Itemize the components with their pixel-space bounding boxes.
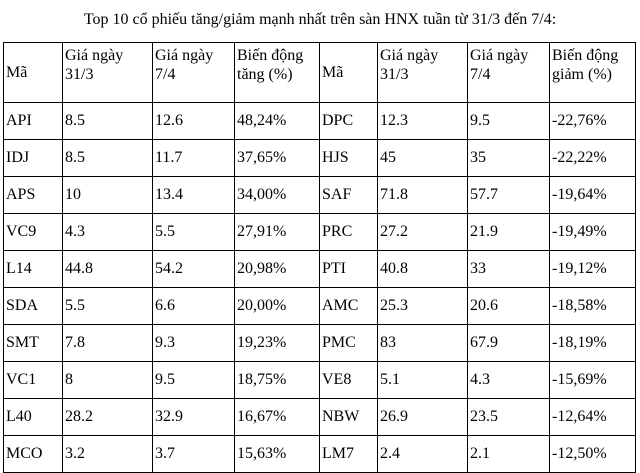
header-gain-symbol: Mã (4, 43, 63, 103)
header-gain-price-end: Giá ngày 7/4 (153, 43, 235, 103)
cell-gain-symbol: SDA (4, 288, 63, 325)
table-header (4, 43, 636, 103)
cell-loss-change: -15,69% (550, 362, 636, 399)
table-row (4, 436, 636, 473)
cell-loss-price-end: 67.9 (468, 325, 550, 362)
header-gain-change: Biến động tăng (%) (235, 43, 320, 103)
cell-gain-price-start: 44.8 (63, 251, 153, 288)
header-loss-price-start: Giá ngày 31/3 (378, 43, 468, 103)
cell-gain-change: 19,23% (235, 325, 320, 362)
cell-gain-price-start: 8 (63, 362, 153, 399)
cell-gain-symbol: APS (4, 177, 63, 214)
cell-gain-price-start: 5.5 (63, 288, 153, 325)
cell-gain-symbol: IDJ (4, 140, 63, 177)
cell-loss-price-start: 5.1 (378, 362, 468, 399)
cell-gain-price-start: 10 (63, 177, 153, 214)
cell-loss-symbol: LM7 (320, 436, 378, 473)
cell-loss-symbol: DPC (320, 103, 378, 140)
table-row (4, 177, 636, 214)
cell-loss-price-start: 45 (378, 140, 468, 177)
cell-loss-price-start: 27.2 (378, 214, 468, 251)
cell-gain-symbol: L14 (4, 251, 63, 288)
cell-loss-symbol: VE8 (320, 362, 378, 399)
table-row (4, 103, 636, 140)
cell-gain-symbol: L40 (4, 399, 63, 436)
cell-gain-change: 15,63% (235, 436, 320, 473)
header-loss-symbol: Mã (320, 43, 378, 103)
cell-gain-price-end: 12.6 (153, 103, 235, 140)
table-row (4, 140, 636, 177)
cell-loss-symbol: PRC (320, 214, 378, 251)
cell-gain-price-start: 3.2 (63, 436, 153, 473)
cell-loss-change: -22,22% (550, 140, 636, 177)
cell-gain-change: 16,67% (235, 399, 320, 436)
table-row (4, 325, 636, 362)
cell-loss-change: -12,50% (550, 436, 636, 473)
cell-gain-price-end: 9.5 (153, 362, 235, 399)
cell-gain-price-end: 13.4 (153, 177, 235, 214)
cell-loss-price-start: 12.3 (378, 103, 468, 140)
cell-loss-price-start: 25.3 (378, 288, 468, 325)
cell-gain-price-end: 3.7 (153, 436, 235, 473)
page-title: Top 10 cổ phiếu tăng/giảm mạnh nhất trên sàn HNX tuần từ 31/3 đến 7/4: (83, 11, 557, 28)
cell-gain-change: 34,00% (235, 177, 320, 214)
header-loss-change: Biến động giảm (%) (550, 43, 636, 103)
cell-gain-change: 20,00% (235, 288, 320, 325)
table-row (4, 288, 636, 325)
cell-loss-price-end: 23.5 (468, 399, 550, 436)
table-row (4, 251, 636, 288)
cell-loss-price-end: 33 (468, 251, 550, 288)
cell-loss-price-end: 9.5 (468, 103, 550, 140)
cell-gain-price-start: 28.2 (63, 399, 153, 436)
header-gain-price-start: Giá ngày 31/3 (63, 43, 153, 103)
table-row (4, 362, 636, 399)
cell-gain-price-end: 6.6 (153, 288, 235, 325)
cell-gain-price-start: 8.5 (63, 103, 153, 140)
cell-loss-change: -22,76% (550, 103, 636, 140)
cell-gain-change: 18,75% (235, 362, 320, 399)
cell-gain-price-end: 54.2 (153, 251, 235, 288)
cell-loss-change: -19,64% (550, 177, 636, 214)
cell-gain-change: 37,65% (235, 140, 320, 177)
cell-loss-symbol: PTI (320, 251, 378, 288)
cell-loss-change: -18,58% (550, 288, 636, 325)
cell-loss-price-start: 2.4 (378, 436, 468, 473)
cell-loss-change: -19,12% (550, 251, 636, 288)
stock-table (3, 42, 636, 473)
header-row (4, 43, 636, 103)
cell-loss-price-end: 57.7 (468, 177, 550, 214)
header-loss-price-end: Giá ngày 7/4 (468, 43, 550, 103)
cell-loss-price-start: 71.8 (378, 177, 468, 214)
cell-gain-price-start: 8.5 (63, 140, 153, 177)
cell-loss-price-start: 83 (378, 325, 468, 362)
cell-loss-symbol: NBW (320, 399, 378, 436)
cell-gain-symbol: VC9 (4, 214, 63, 251)
cell-gain-price-end: 32.9 (153, 399, 235, 436)
cell-loss-change: -12,64% (550, 399, 636, 436)
cell-gain-price-end: 11.7 (153, 140, 235, 177)
cell-gain-change: 20,98% (235, 251, 320, 288)
cell-gain-price-start: 7.8 (63, 325, 153, 362)
cell-loss-change: -18,19% (550, 325, 636, 362)
cell-gain-symbol: API (4, 103, 63, 140)
cell-loss-price-end: 35 (468, 140, 550, 177)
cell-loss-price-end: 21.9 (468, 214, 550, 251)
cell-loss-price-end: 2.1 (468, 436, 550, 473)
cell-loss-symbol: PMC (320, 325, 378, 362)
cell-gain-price-start: 4.3 (63, 214, 153, 251)
cell-gain-symbol: VC1 (4, 362, 63, 399)
cell-gain-price-end: 9.3 (153, 325, 235, 362)
table-row (4, 399, 636, 436)
cell-gain-symbol: MCO (4, 436, 63, 473)
cell-loss-symbol: SAF (320, 177, 378, 214)
cell-loss-price-end: 4.3 (468, 362, 550, 399)
cell-loss-change: -19,49% (550, 214, 636, 251)
cell-gain-price-end: 5.5 (153, 214, 235, 251)
cell-gain-symbol: SMT (4, 325, 63, 362)
cell-loss-price-end: 20.6 (468, 288, 550, 325)
table-body (4, 103, 636, 473)
cell-loss-symbol: HJS (320, 140, 378, 177)
cell-loss-price-start: 26.9 (378, 399, 468, 436)
cell-gain-change: 27,91% (235, 214, 320, 251)
cell-gain-change: 48,24% (235, 103, 320, 140)
cell-loss-symbol: AMC (320, 288, 378, 325)
cell-loss-price-start: 40.8 (378, 251, 468, 288)
table-row (4, 214, 636, 251)
